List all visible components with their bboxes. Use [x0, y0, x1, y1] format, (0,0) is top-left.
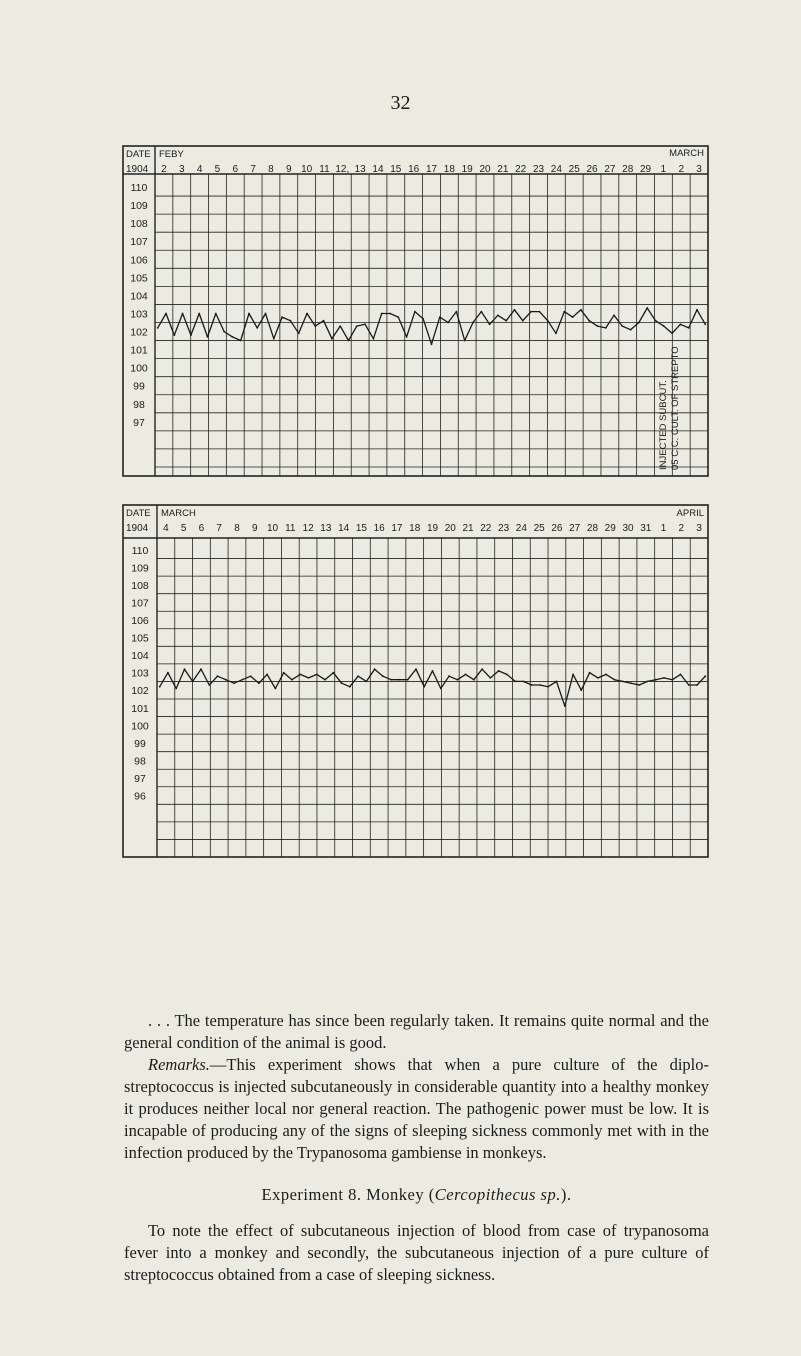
temperature-point [547, 320, 549, 322]
day-label: 3 [696, 523, 702, 534]
temperature-point [671, 679, 673, 681]
temperature-point [373, 338, 375, 340]
temperature-point [291, 679, 293, 681]
day-label: 2 [678, 164, 685, 175]
temperature-point [490, 677, 492, 679]
temperature-point [447, 322, 449, 324]
day-label: 5 [214, 164, 221, 175]
temperature-tick-label: 104 [131, 650, 149, 663]
day-label: 4 [196, 164, 203, 175]
temperature-point [696, 309, 698, 311]
day-label: 15 [390, 164, 402, 175]
temperature-point [308, 677, 310, 679]
temperature-point [341, 682, 343, 684]
temperature-point [481, 668, 483, 670]
temperature-point [157, 327, 159, 329]
temperature-tick-label: 106 [130, 254, 148, 267]
month-end-label: APRIL [676, 508, 704, 519]
temperature-point [232, 336, 234, 338]
temperature-tick-label: 97 [134, 773, 146, 785]
day-label: 16 [373, 523, 385, 534]
temperature-tick-label: 99 [134, 737, 146, 750]
temperature-point [331, 338, 333, 340]
temperature-point [431, 343, 433, 345]
day-label: 13 [354, 164, 366, 175]
temperature-point [514, 681, 516, 683]
temperature-point [225, 679, 227, 681]
temperature-point [647, 681, 649, 683]
temperature-tick-label: 102 [130, 326, 148, 339]
temperature-point [547, 686, 549, 688]
temperature-point [182, 313, 184, 315]
temperature-point [281, 316, 283, 318]
temperature-point [439, 316, 441, 318]
temperature-point [630, 329, 632, 331]
temperature-tick-label: 98 [133, 398, 145, 411]
temperature-point [613, 314, 615, 316]
temperature-point [563, 311, 565, 313]
temperature-point [366, 681, 368, 683]
temperature-point [299, 674, 301, 676]
remarks-label: Remarks. [148, 1055, 210, 1074]
temperature-point [555, 332, 557, 334]
temperature-point [207, 336, 209, 338]
day-label: 21 [462, 523, 474, 534]
day-label: 28 [622, 164, 634, 175]
temperature-point [605, 674, 607, 676]
temperature-point [480, 311, 482, 313]
temperature-point [523, 681, 525, 683]
paragraph-experiment-aim: To note the effect of subcutaneous injection of blood from case of trypanosoma fever into a monkey and secondly, the subcutaneous injection of a pure culture of streptococcus obtained from a case of sleeping sickness. [124, 1221, 709, 1284]
day-label: 7 [250, 164, 256, 175]
temperature-point [348, 340, 350, 342]
heading-main: Experiment 8. Monkey ( [261, 1185, 435, 1204]
injection-annotation: 05 C.C. CULT. OF STREPTO [670, 346, 681, 470]
month-end-label: MARCH [669, 148, 704, 159]
temperature-point [663, 677, 665, 679]
heading-end: ). [560, 1185, 572, 1204]
temperature-point [248, 313, 250, 315]
temperature-point [190, 334, 192, 336]
day-label: 2 [678, 523, 685, 534]
day-label: 7 [216, 523, 222, 534]
day-label: 10 [266, 523, 279, 534]
temperature-point [614, 679, 616, 681]
temperature-point [364, 323, 366, 325]
day-label: 4 [163, 523, 169, 534]
temperature-chart-march-april [0, 503, 801, 860]
day-label: 27 [569, 523, 581, 534]
day-label: 22 [480, 523, 492, 534]
temperature-point [514, 309, 516, 311]
temperature-point [580, 309, 582, 311]
temperature-point [265, 313, 267, 315]
temperature-point [655, 679, 657, 681]
temperature-point [314, 325, 316, 327]
temperature-point [497, 314, 499, 316]
temperature-point [498, 670, 500, 672]
day-label: 13 [320, 523, 332, 534]
temperature-point [456, 679, 458, 681]
day-label: 20 [479, 164, 491, 175]
injection-annotation: INJECTED SUBCUT. [658, 380, 669, 470]
temperature-point [167, 672, 169, 674]
temperature-point [223, 331, 225, 333]
temperature-point [382, 675, 384, 677]
temperature-point [306, 313, 308, 315]
temperature-point [266, 674, 268, 676]
paragraph-remarks [124, 1054, 709, 1164]
temperature-point [556, 681, 558, 683]
temperature-point [332, 672, 334, 674]
date-label: DATE [126, 508, 151, 519]
temperature-point [273, 338, 275, 340]
day-label: 8 [268, 164, 274, 175]
temperature-point [456, 311, 458, 313]
temperature-point [572, 316, 574, 318]
day-label: 23 [498, 523, 510, 534]
temperature-point [464, 340, 466, 342]
temperature-point [357, 675, 359, 677]
temperature-point [423, 686, 425, 688]
temperature-point [564, 705, 566, 707]
day-label: 18 [443, 164, 455, 175]
temperature-tick-label: 104 [130, 290, 148, 303]
text-block [124, 1010, 709, 1286]
temperature-point [572, 674, 574, 676]
day-label: 1 [660, 164, 667, 175]
temperature-tick-label: 97 [133, 416, 145, 429]
temperature-point [165, 313, 167, 315]
day-label: 12 [302, 523, 314, 534]
temperature-point [605, 327, 607, 329]
day-label: 29 [604, 523, 616, 534]
day-label: 19 [461, 164, 473, 175]
day-label: 11 [285, 523, 296, 534]
day-label: 3 [178, 164, 185, 175]
page-number: 32 [390, 92, 411, 114]
day-label: 30 [622, 523, 634, 534]
temperature-point [159, 686, 161, 688]
year-label: 1904 [126, 523, 149, 534]
temperature-tick-label: 100 [131, 720, 149, 733]
temperature-point [539, 311, 541, 313]
temperature-point [290, 320, 292, 322]
day-label: 19 [426, 523, 439, 534]
day-label: 26 [551, 523, 563, 534]
temperature-point [407, 679, 409, 681]
day-label: 12, [335, 164, 350, 175]
remarks-body: —This experiment shows that when a pure culture of the diplo-streptococcus is injected subcutaneously in considerable quantity into a healthy monkey it produces neither local nor general reaction. The pathogenic power must be low. It is incapable of producing any of the signs of sleeping sickness commonly met with in the infection produced by the Trypanosoma gambiense in monkeys. [124, 1055, 709, 1162]
temperature-point [531, 684, 533, 686]
temperature-tick-label: 107 [131, 597, 149, 610]
temperature-point [406, 336, 408, 338]
day-label: 26 [586, 164, 598, 175]
temperature-point [638, 684, 640, 686]
temperature-tick-label: 108 [130, 218, 148, 231]
temperature-point [399, 679, 401, 681]
temperature-point [688, 327, 690, 329]
temperature-point [397, 316, 399, 318]
temperature-point [646, 307, 648, 309]
day-label: 15 [355, 523, 367, 534]
temperature-tick-label: 105 [131, 632, 149, 645]
day-label: 28 [586, 523, 599, 534]
day-label: 8 [234, 523, 240, 534]
temperature-point [597, 325, 599, 327]
temperature-point [539, 684, 541, 686]
temperature-tick-label: 103 [130, 308, 148, 321]
temperature-point [638, 322, 640, 324]
day-label: 20 [444, 523, 456, 534]
temperature-point [192, 681, 194, 683]
day-label: 9 [251, 523, 258, 534]
temperature-point [622, 681, 624, 683]
temperature-point [663, 325, 665, 327]
temperature-chart-february-march [0, 144, 801, 479]
temperature-tick-label: 110 [131, 544, 149, 557]
temperature-tick-label: 96 [134, 790, 146, 803]
month-start-label: MARCH [161, 508, 196, 519]
temperature-tick-label: 99 [133, 380, 145, 393]
temperature-tick-label: 108 [131, 579, 149, 592]
day-label: 21 [497, 164, 509, 175]
temperature-point [390, 679, 392, 681]
temperature-point [324, 679, 326, 681]
day-label: 29 [640, 164, 652, 175]
temperature-tick-label: 101 [130, 344, 148, 357]
day-label: 16 [408, 164, 420, 175]
day-label: 10 [301, 164, 313, 175]
temperature-point [349, 686, 351, 688]
temperature-point [505, 320, 507, 322]
temperature-point [323, 320, 325, 322]
temperature-point [440, 688, 442, 690]
day-label: 24 [550, 164, 562, 175]
paragraph-temperature: . . . The temperature has since been regularly taken. It remains quite normal and the general condition of the animal is good. [124, 1011, 709, 1052]
month-start-label: FEBY [159, 149, 184, 160]
temperature-point [298, 332, 300, 334]
temperature-point [215, 313, 217, 315]
temperature-point [250, 675, 252, 677]
day-label: 14 [338, 523, 350, 534]
temperature-tick-label: 109 [131, 562, 149, 575]
day-label: 14 [372, 164, 384, 175]
temperature-point [630, 682, 632, 684]
temperature-point [240, 340, 242, 342]
temperature-point [465, 674, 467, 676]
day-label: 17 [391, 523, 403, 534]
temperature-point [696, 684, 698, 686]
temperature-point [208, 684, 210, 686]
day-label: 17 [425, 164, 438, 175]
day-label: 6 [232, 164, 239, 175]
day-label: 24 [515, 523, 527, 534]
temperature-point [415, 668, 417, 670]
temperature-point [589, 672, 591, 674]
year-label: 1904 [126, 164, 149, 175]
day-label: 11 [319, 164, 330, 175]
day-label: 27 [604, 164, 616, 175]
temperature-point [422, 318, 424, 320]
day-label: 1 [660, 523, 667, 534]
day-label: 25 [568, 164, 580, 175]
temperature-point [198, 313, 200, 315]
temperature-point [356, 325, 358, 327]
temperature-point [580, 689, 582, 691]
temperature-point [432, 670, 434, 672]
temperature-point [184, 668, 186, 670]
day-label: 9 [286, 164, 292, 175]
temperature-point [414, 311, 416, 313]
date-label: DATE [126, 149, 151, 160]
temperature-point [688, 684, 690, 686]
temperature-tick-label: 110 [130, 182, 148, 195]
temperature-point [241, 679, 243, 681]
day-label: 6 [198, 523, 205, 534]
temperature-tick-label: 101 [131, 702, 149, 715]
temperature-point [621, 325, 623, 327]
temperature-point [680, 674, 682, 676]
temperature-point [256, 327, 258, 329]
temperature-line [160, 669, 706, 706]
temperature-tick-label: 106 [131, 615, 149, 627]
temperature-point [704, 675, 706, 677]
temperature-point [588, 320, 590, 322]
temperature-point [506, 674, 508, 676]
temperature-tick-label: 100 [130, 362, 148, 375]
day-label: 25 [533, 523, 545, 534]
temperature-point [275, 688, 277, 690]
temperature-tick-label: 105 [130, 272, 148, 285]
temperature-point [389, 313, 391, 315]
day-label: 3 [696, 164, 702, 175]
temperature-point [704, 323, 706, 325]
temperature-point [258, 682, 260, 684]
temperature-tick-label: 98 [134, 755, 146, 768]
day-label: 31 [640, 523, 652, 534]
temperature-point [671, 332, 673, 334]
temperature-point [316, 674, 318, 676]
temperature-point [597, 677, 599, 679]
temperature-tick-label: 103 [131, 667, 149, 680]
temperature-point [217, 675, 219, 677]
day-label: 22 [515, 164, 527, 175]
day-label: 23 [532, 164, 545, 175]
temperature-point [472, 322, 474, 324]
temperature-point [530, 311, 532, 313]
temperature-point [339, 325, 341, 327]
experiment-heading [124, 1184, 709, 1206]
temperature-point [200, 668, 202, 670]
temperature-point [381, 313, 383, 315]
temperature-point [233, 682, 235, 684]
temperature-point [173, 334, 175, 336]
temperature-point [489, 323, 491, 325]
temperature-tick-label: 107 [130, 236, 148, 249]
temperature-point [680, 323, 682, 325]
temperature-tick-label: 102 [131, 685, 149, 698]
temperature-point [448, 675, 450, 677]
day-label: 5 [180, 523, 187, 534]
temperature-point [473, 679, 475, 681]
temperature-tick-label: 109 [130, 200, 148, 213]
day-label: 18 [409, 523, 421, 534]
day-label: 2 [161, 164, 167, 175]
temperature-point [175, 688, 177, 690]
temperature-point [283, 672, 285, 674]
temperature-point [655, 320, 657, 322]
temperature-point [522, 320, 524, 322]
heading-species: Cercopithecus sp. [434, 1185, 561, 1204]
temperature-point [374, 668, 376, 670]
